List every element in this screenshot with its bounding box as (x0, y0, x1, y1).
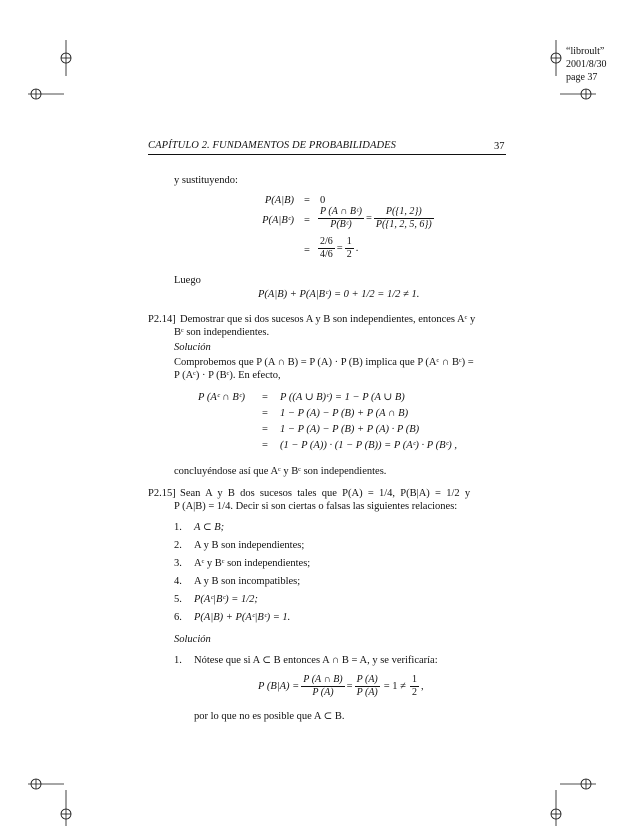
eq3-inner-equals: = (336, 243, 343, 254)
sol1-frac1: $\frac{P (A \cap B)}{P (A)}$ (303, 674, 343, 698)
eq2-inner-equals: = (365, 213, 372, 224)
running-header-page-number: 37 (494, 141, 505, 152)
solution-item-1: 1. Nótese que si A ⊂ B entonces A ∩ B = A, y se verificaría: (174, 655, 438, 666)
running-header-chapter: CAPÍTULO 2. FUNDAMENTOS DE PROBABILIDADES (148, 140, 397, 151)
solution-1-after-text: por lo que no es posible que A ⊂ B. (194, 711, 345, 722)
sol1-frac3: $\frac{1}{2}$ (411, 674, 417, 698)
p214-eq-line-1: P ((A ∪ B)ᶜ) = 1 − P (A ∪ B) (280, 392, 405, 403)
eq3-rhs: $\frac{2/6}{4/6}$ = $\frac{1}{2}$ . (320, 236, 359, 260)
sol1-mid: = 1 ≠ (383, 681, 406, 692)
problem-2-14-label: P2.14] (148, 314, 176, 325)
p214-eq-equals-1: = (262, 392, 268, 403)
sol1-frac2: $\frac{P (A)}{P (A)}$ (356, 674, 378, 698)
crop-mark-bottom-left (28, 756, 78, 826)
crop-mark-bottom-right (548, 756, 598, 826)
relation-item-5: 5. P(Aᶜ|Bᶜ) = 1/2; (174, 594, 258, 605)
p214-eq-line-4: (1 − P (A)) · (1 − P (B)) = P (Aᶜ) · P (Bᶜ) , (280, 440, 458, 451)
stamp-title: “libroult” (566, 46, 605, 57)
header-rule (148, 154, 506, 155)
eq2-frac2: $\frac{P(\{1, 2\})}{P(\{1, 2, 5, 6\})}$ (375, 206, 432, 230)
then-equation: P(A|B) + P(A|Bᶜ) = 0 + 1/2 = 1/2 ≠ 1. (258, 289, 420, 300)
p214-eq-equals-2: = (262, 408, 268, 419)
relation-item-6: 6. P(A|B) + P(Aᶜ|Bᶜ) = 1. (174, 612, 291, 623)
problem-2-15-statement-line1: Sean A y B dos sucesos tales que P(A) = 1/4, P(B|A) = 1/2 y (180, 488, 471, 499)
problem-2-15-solution-heading: Solución (174, 634, 211, 645)
eq1-lhs: P(A|B) (264, 195, 294, 206)
eq2-frac1: $\frac{\text{P (A ∩ Bᶜ)}}{\text{P(Bᶜ)}}$ (320, 206, 362, 230)
p214-eq-equals-3: = (262, 424, 268, 435)
problem-2-15-statement-line2: P (A|B) = 1/4. Decir si son ciertas o falsas las siguientes relaciones: (174, 501, 458, 512)
relation-item-1: 1. A ⊂ B; (174, 522, 225, 533)
p214-eq-equals-4: = (262, 440, 268, 451)
problem-2-14-solution-heading: Solución (174, 342, 211, 353)
eq2-lhs: P(A|Bᶜ) (262, 215, 294, 226)
problem-2-15-label: P2.15] (148, 488, 176, 499)
problem-2-14-statement-line1: Demostrar que si dos sucesos A y B son independientes, entonces Aᶜ y (180, 314, 476, 325)
eq2-rhs (316, 206, 436, 231)
sol1-eq-lhs: P (B|A) = (258, 681, 300, 692)
relation-item-4: 4. A y B son incompatibles; (174, 576, 301, 587)
solution-1-equation (258, 674, 424, 699)
problem-2-14-proof-line2: P (Aᶜ) · P (Bᶜ). En efecto, (174, 370, 281, 381)
p214-eq-line-2: 1 − P (A) − P (B) + P (A ∩ B) (280, 408, 409, 419)
crop-mark-top-left (28, 40, 78, 110)
p214-eq-line-3: 1 − P (A) − P (B) + P (A) · P (B) (280, 424, 420, 435)
eq3-equals: = (304, 245, 310, 256)
problem-2-14-statement-line2: Bᶜ son independientes. (174, 327, 270, 338)
sol1-end: , (420, 681, 424, 692)
eq3-frac2: $\frac{1}{2}$ (346, 236, 352, 260)
eq1-rhs: 0 (320, 195, 326, 206)
eq2-equals: = (304, 215, 310, 226)
p214-eq-lhs: P (Aᶜ ∩ Bᶜ) (198, 392, 246, 403)
stamp-date: 2001/8/30 (566, 59, 607, 70)
relation-item-2: 2. A y B son independientes; (174, 540, 305, 551)
sol1-equals: = (346, 681, 353, 692)
problem-2-14-conclusion: concluyéndose así que Aᶜ y Bᶜ son independientes. (174, 466, 387, 477)
substituting-text: y sustituyendo: (174, 175, 238, 186)
eq1-equals: = (304, 195, 310, 206)
then-label: Luego (174, 275, 201, 286)
eq3-frac1: $\frac{2/6}{4/6}$ (320, 236, 333, 260)
stamp-page: page 37 (566, 72, 598, 83)
problem-2-14-proof-line1: Comprobemos que P (A ∩ B) = P (A) · P (B) implica que P (Aᶜ ∩ Bᶜ) = (174, 357, 474, 368)
relation-item-3: 3. Aᶜ y Bᶜ son independientes; (174, 558, 311, 569)
